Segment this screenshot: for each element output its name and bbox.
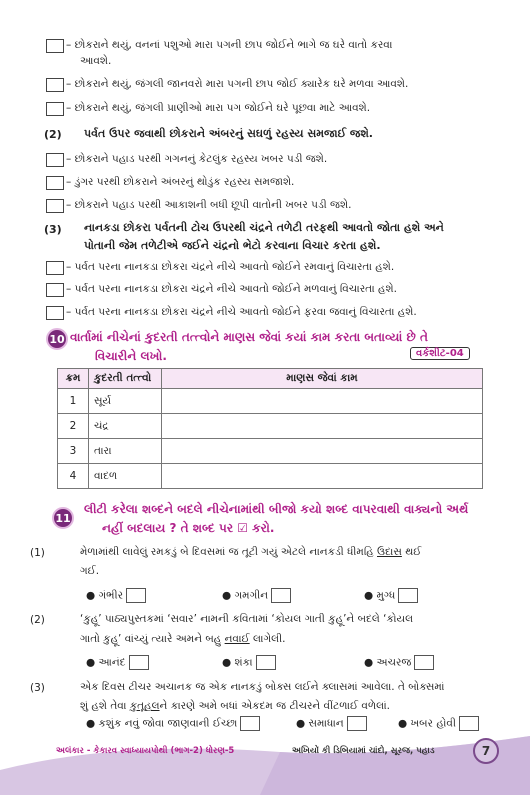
question-text-continued: ગઈ.: [80, 565, 100, 577]
checkbox[interactable]: [414, 655, 434, 670]
table-row: [58, 414, 483, 439]
question-text: એક દિવસ ટીચર અચાનક જ એક નાનકડું બોક્સ લઈને ક્લાસમાં આવેલા. તે બોક્સમાં: [80, 681, 445, 693]
option-text: – પર્વત પરના નાનકડા છોકરા ચંદ્રને નીચે આવતો જોઈને ફરવા જવાનું વિચારતા હશે.: [66, 306, 417, 318]
question-text-part: ને કારણે અમે બધાં એકદમ જ ટીચરને વીંટળાઈ વળેલાં.: [159, 700, 390, 712]
question-text: ‘કુહૂ’ પાઠ્યપુસ્તકમાં ‘સવાર’ નામની કવિતામાં ‘કોયલ ગાતી કુહૂ’ને બદલે ‘કોયલ: [80, 613, 414, 625]
choice[interactable]: [398, 716, 479, 731]
checkbox[interactable]: [46, 39, 64, 53]
option-row[interactable]: [46, 152, 492, 168]
table-row: [58, 439, 483, 464]
row-number: 3: [58, 439, 89, 464]
page-number: 7: [473, 738, 499, 764]
footer-chapter-title: અખિયોં કી ડિબિયામાં ચાંદો, સૂરજ, પહાડ: [292, 746, 435, 756]
checkbox[interactable]: [46, 102, 64, 116]
question-number: (3): [44, 223, 62, 236]
question-text-part: ગાતો કુહૂ’ વાંચ્યું ત્યારે અમને બહુ: [80, 633, 225, 645]
option-text: – છોકરાને થયું, વનનાં પશુઓ મારા પગની છાપ જોઈને ભાગે જ ઘરે વાતો કરવા: [66, 39, 393, 51]
choice-label: ● અચરજ: [364, 656, 412, 669]
checkbox[interactable]: [398, 588, 418, 603]
page-footer: [0, 730, 530, 795]
section-number-badge: 11: [52, 507, 74, 529]
checkbox[interactable]: [129, 655, 149, 670]
row-number: 4: [58, 464, 89, 489]
choice[interactable]: [86, 588, 146, 603]
choice-label: ● શંકા: [222, 656, 253, 669]
choice[interactable]: [296, 716, 367, 731]
element-name: તારા: [89, 439, 162, 464]
question-text: [80, 543, 490, 562]
section-title: લીટી કરેલા શબ્દને બદલે નીચેનામાંથી બીજો કયો શબ્દ વાપરવાથી વાક્યનો અર્થ: [84, 502, 469, 516]
footer-book-title: અલંકાર - કેકારવ સ્વાધ્યાયપોથી (ભાગ-2) ધોરણ-5: [56, 746, 235, 756]
question-text-continued: પોતાની જેમ તળેટીએ જઈને ચંદ્રનો ભેટો કરવાના વિચાર કરતા હશે.: [84, 239, 381, 252]
checkbox[interactable]: [46, 153, 64, 167]
question-text: પર્વત ઉપર જવાથી છોકરાને અંબરનું સઘળું રહસ્ય સમજાઈ જશે.: [84, 127, 373, 140]
question-text-part: લાગેલી.: [249, 633, 286, 645]
checkbox[interactable]: [46, 176, 64, 190]
option-text: – પર્વત પરના નાનકડા છોકરા ચંદ્રને નીચે આવતો જોઈને મળવાનું વિચારતા હશે.: [66, 283, 397, 295]
table-row: [58, 389, 483, 414]
answer-cell[interactable]: [162, 439, 483, 464]
column-header-human-work: માણસ જેવાં કામ: [162, 369, 483, 389]
choice[interactable]: [222, 655, 276, 670]
checkbox[interactable]: [126, 588, 146, 603]
option-row[interactable]: [46, 77, 492, 93]
column-header-element: કુદરતી તત્ત્વો: [89, 369, 162, 389]
checkbox[interactable]: [46, 199, 64, 213]
worksheet-label: વર્કશીટ-04: [410, 347, 470, 360]
underlined-word: કુતૂહલ: [129, 700, 160, 712]
question-number: (3): [30, 682, 45, 694]
option-text: – છોકરાને થયું, જંગલી પ્રાણીઓ મારા પગ જોઈને ઘરે પૂછવા માટે આવશે.: [66, 102, 371, 114]
element-name: વાદળ: [89, 464, 162, 489]
answer-cell[interactable]: [162, 464, 483, 489]
checkbox[interactable]: [46, 261, 64, 275]
section-title: વાર્તામાં નીચેનાં કુદરતી તત્ત્વોને માણસ જેવાં કયાં કામ કરતા બતાવ્યાં છે તે: [70, 330, 428, 344]
option-row[interactable]: [46, 282, 492, 298]
choice-label: ● કશુંક નવું જોવા જાણવાની ઈચ્છા: [86, 717, 238, 730]
underlined-word: ઉદાસ: [377, 546, 402, 558]
question-text-continued: [80, 630, 490, 649]
question-text-part: મેળામાંથી લાવેલું રમકડું બે દિવસમાં જ તૂટી ગયું એટલે નાનકડી ધીમહિ: [80, 546, 377, 558]
choice-label: ● સમાધાન: [296, 717, 344, 730]
choice-label: ● મુગ્ધ: [364, 589, 396, 602]
question-text: નાનકડા છોકરા પર્વતની ટોચ ઉપરથી ચંદ્રને તળેટી તરફથી આવતો જોતા હશે અને: [84, 221, 444, 234]
table-row: [58, 464, 483, 489]
option-row[interactable]: [46, 198, 492, 214]
option-text-continued: આવશે.: [80, 55, 112, 67]
choice-label: ● ગંભીર: [86, 589, 123, 602]
choice-label: ● આનંદ: [86, 656, 126, 669]
option-text: – પર્વત પરના નાનકડા છોકરા ચંદ્રને નીચે આવતો જોઈને રમવાનું વિચારતા હશે.: [66, 261, 395, 273]
checkbox[interactable]: [46, 78, 64, 92]
question-text-part: શું હશે તેવા: [80, 700, 130, 712]
choice[interactable]: [222, 588, 291, 603]
checkbox[interactable]: [256, 655, 276, 670]
checkbox[interactable]: [240, 716, 260, 731]
choice[interactable]: [86, 716, 260, 731]
checkbox[interactable]: [46, 283, 64, 297]
table-header-row: [58, 369, 483, 389]
option-row[interactable]: [46, 38, 492, 54]
question-number: (2): [30, 614, 45, 626]
option-row[interactable]: [46, 101, 492, 117]
row-number: 1: [58, 389, 89, 414]
option-text: – ડુંગર પરથી છોકરાને અંબરનું થોડુંક રહસ્ય સમજાશે.: [66, 176, 295, 188]
question-text-continued: [80, 697, 490, 716]
section-number-badge: 10: [46, 328, 68, 350]
option-text: – છોકરાને થયું, જંગલી જાનવરો મારા પગની છાપ જોઈ ક્યારેક ઘરે મળવા આવશે.: [66, 78, 409, 90]
choice[interactable]: [364, 588, 418, 603]
element-name: ચંદ્ર: [89, 414, 162, 439]
checkbox[interactable]: [46, 306, 64, 320]
answer-cell[interactable]: [162, 414, 483, 439]
element-name: સૂર્ય: [89, 389, 162, 414]
question-text-part: થઈ: [401, 546, 422, 558]
choice-label: ● ગમગીન: [222, 589, 269, 602]
checkbox[interactable]: [271, 588, 291, 603]
choice[interactable]: [86, 655, 149, 670]
row-number: 2: [58, 414, 89, 439]
option-row[interactable]: [46, 175, 492, 191]
column-header-sr: ક્રમ: [58, 369, 89, 389]
underlined-word: નવાઈ: [224, 633, 250, 645]
nature-elements-table: [57, 368, 483, 489]
footer-band: [0, 730, 530, 795]
answer-cell[interactable]: [162, 389, 483, 414]
section-title-continued: નહીં બદલાય ? તે શબ્દ પર ☑ કરો.: [102, 521, 275, 535]
choice-label: ● ખબર હોવી: [398, 717, 456, 730]
checkbox[interactable]: [347, 716, 367, 731]
checkbox[interactable]: [459, 716, 479, 731]
option-row[interactable]: [46, 260, 492, 276]
section-title-continued: વિચારીને લખો.: [95, 349, 167, 363]
option-text: – છોકરાને પહાડ પરથી આકાશની બધી છૂપી વાતોની ખબર પડી જશે.: [66, 199, 352, 211]
question-number: (1): [30, 547, 45, 559]
option-row[interactable]: [46, 305, 492, 321]
question-number: (2): [44, 128, 62, 141]
choice[interactable]: [364, 655, 434, 670]
option-text: – છોકરાને પહાડ પરથી ગગનનું કેટલુંક રહસ્ય ખબર પડી જશે.: [66, 153, 328, 165]
